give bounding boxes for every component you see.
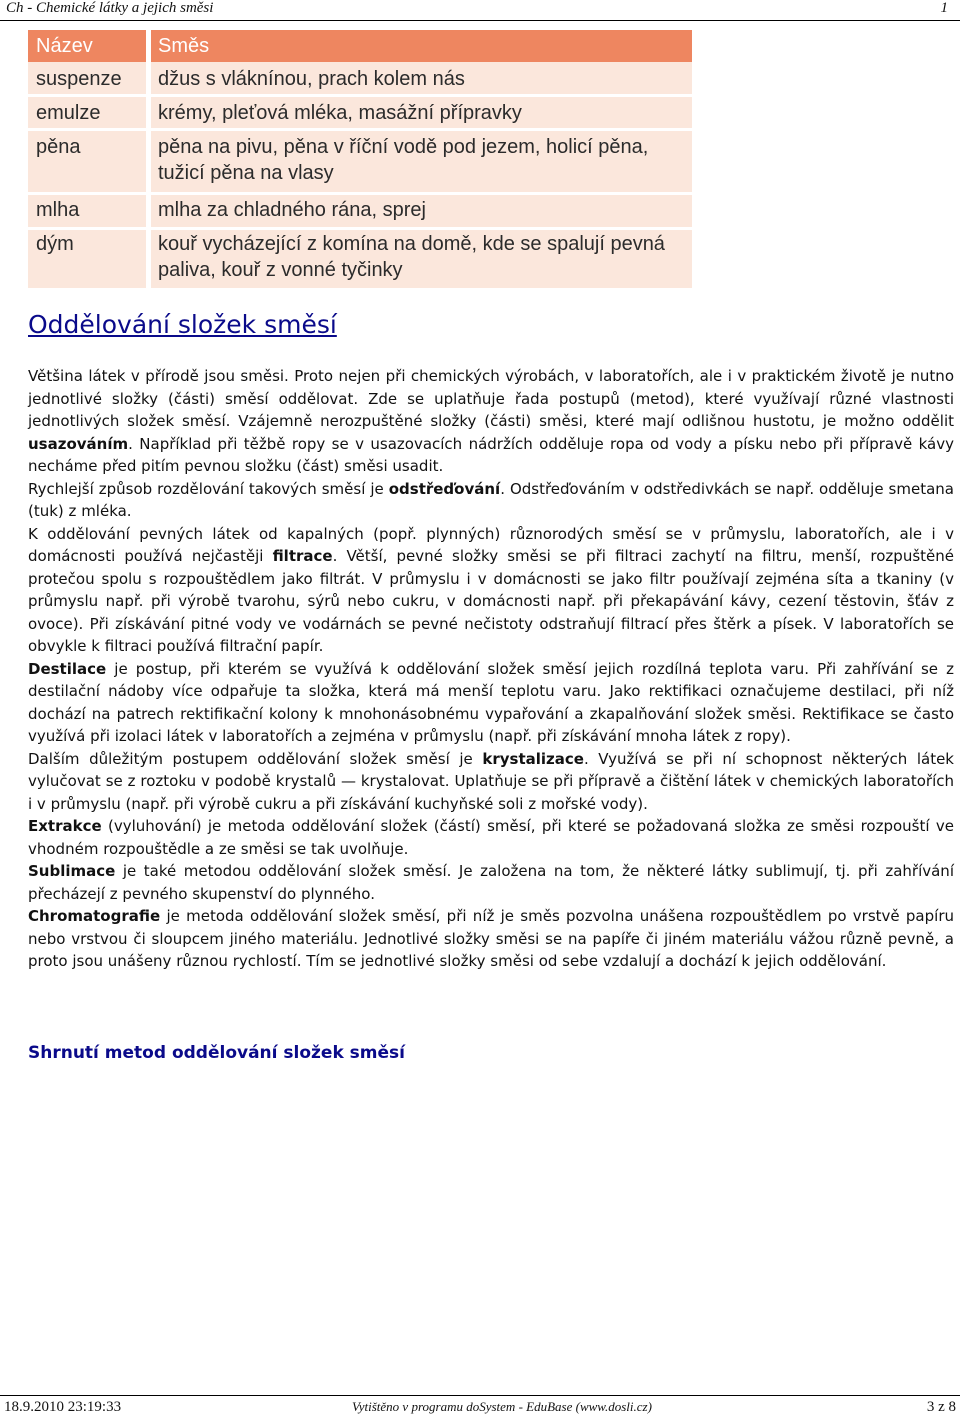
page-footer (0, 1395, 960, 1416)
paragraph-text: . Větší, pevné složky směsi se při filtraci zachytí na filtru, menší, rozpuštěné protečou spolu s rozpouštědlem jako filtrát. V průmyslu i v domácnosti se jako filtr používají zejména síta a tkaniny (v průmyslu např. při výrobě tvarohu, sýrů nebo cukru, v domácnosti např. při překapávání kávy, cezení těstovin, šťáv z ovoce). Při získávání pitné vody ve vodárnách se pevné nečistoty odstraňují filtrací přes štěrk a písek. V laboratořích se obvykle k filtraci používá filtrační papír. (28, 547, 954, 655)
paragraph-text: Většina látek v přírodě jsou směsi. Proto nejen při chemických výrobách, v laboratořích, ale i v praktickém životě je nutno jednotlivé složky (části) směsí oddělovat. Zde se uplatňuje řada postupů (metod), které využívají různé vlastnosti jednotlivých složek směsí. Vzájemně nerozpuštěné složky (části) směsi, které mají odlišnou hustotu, je možno oddělit (28, 367, 954, 430)
article-body (28, 365, 954, 973)
term-highlight: Extrakce (28, 817, 102, 835)
page-counter: 3 z 8 (926, 1399, 956, 1415)
row-divider (28, 227, 692, 230)
table-cell-mix: krémy, pleťová mléka, masážní přípravky (158, 102, 522, 124)
summary-heading: Shrnutí metod oddělování složek směsí (28, 1043, 405, 1063)
paragraph (28, 365, 954, 478)
paragraph-text: (vyluhování) je metoda oddělování složek (částí) směsí, při které se požadovaná složka ze směsi rozpouští ve vhodném rozpouštědle a ze směsi se tak uvolňuje. (28, 817, 954, 858)
paragraph (28, 658, 954, 748)
table-cell-mix: džus s vláknínou, prach kolem nás (158, 68, 465, 90)
table-cell-name: pěna (36, 136, 81, 158)
term-highlight: odstřeďování (388, 479, 501, 498)
row-divider (28, 128, 692, 131)
paragraph (28, 748, 954, 816)
paragraph-text: . Například při těžbě ropy se v usazovacích nádržích odděluje ropa od vody a písku nebo při přípravě kávy necháme před pitím pevnou složku (část) směsi usadit. (28, 434, 954, 475)
paragraph (28, 860, 954, 905)
term-highlight: Sublimace (28, 862, 116, 880)
paragraph-text: . Odstřeďováním v odstředivkách se např. odděluje smetana (tuk) z mléka. (28, 479, 954, 520)
paragraph-text: . Využívá se při ní schopnost některých látek vylučovat se z roztoku v podobě krystalů — krystalovat. Uplatňuje se při přípravě a čištění látek v chemických laboratořích i v průmyslu (např. při výrobě cukru a při získávání kuchyňské soli z mořské vody). (28, 749, 954, 813)
row-divider (28, 94, 692, 97)
table-cell-mix: pěna na pivu, pěna v říční vodě pod jezem, holicí pěna, tužicí pěna na vlasy (158, 136, 649, 184)
header-page-number: 1 (940, 0, 948, 16)
table-cell-mix: kouř vycházející z komína na domě, kde se spalují pevná paliva, kouř z vonné tyčinky (158, 233, 665, 281)
column-divider (146, 30, 151, 288)
term-highlight: filtrace (272, 547, 333, 565)
row-divider (28, 192, 692, 195)
table-cell-name: dým (36, 233, 74, 255)
page-header (0, 0, 960, 21)
paragraph (28, 478, 954, 523)
header-title: Ch - Chemické látky a jejich směsi (6, 0, 214, 16)
paragraph-text: je postup, při kterém se využívá k oddělování složek směsí jejich rozdílná teplota varu. Při zahřívání se z destilační nádoby více odpařuje ta složka, která má menší teplotu varu. Jako rektifikaci označujeme destilaci, při níž dochází na patrech rektifikační kolony k mnohonásobnému vypařování a zkapalňování složek směsi. Rektifikace se často využívá při izolaci látek v laboratořích a zejména v průmyslu (např. při získávání mnoha látek z ropy). (28, 659, 954, 745)
section-title: Oddělování složek směsí (28, 310, 337, 339)
paragraph-text: je metoda oddělování složek směsí, při níž je směs pozvolna unášena rozpouštědlem po vrstvě papíru nebo vrstvou či sloupcem jiného materiálu. Jednotlivé složky směsi se na papíře či jiném materiálu vážou různě pevně, a proto jsou unášeny různou rychlostí. Tím se jednotlivé složky směsi od sebe vzdalují a dochází k jejich oddělování. (28, 907, 954, 970)
print-datetime: 18.9.2010 23:19:33 (4, 1399, 122, 1415)
table-cell-name: mlha (36, 199, 80, 221)
table-cell-mix: mlha za chladného rána, sprej (158, 199, 426, 221)
term-highlight: usazováním (28, 434, 129, 453)
table-cell-name: suspenze (36, 68, 122, 90)
table-header-mix: Směs (158, 35, 210, 57)
paragraph-text: K oddělování pevných látek od kapalných (popř. plynných) různorodých směsí se v průmyslu, laboratořích, ale i v domácnosti používá nejčastěji (28, 524, 954, 565)
paragraph-text: Rychlejší způsob rozdělování takových směsí je (28, 479, 389, 498)
mixtures-table (28, 30, 692, 288)
term-highlight: krystalizace (482, 749, 584, 768)
term-highlight: Chromatografie (28, 907, 161, 925)
paragraph (28, 905, 954, 973)
paragraph (28, 523, 954, 658)
term-highlight: Destilace (28, 659, 107, 678)
table-cell-name: emulze (36, 102, 101, 124)
printed-by: Vytištěno v programu doSystem - EduBase (www.dosli.cz) (352, 1399, 652, 1414)
table-header-name: Název (36, 35, 93, 57)
paragraph-text: je také metodou oddělování složek směsí. Je založena na tom, že některé látky sublimují, tj. při zahřívání přecházejí z pevného skupenství do plynného. (28, 862, 954, 903)
paragraph-text: Dalším důležitým postupem oddělování složek směsí je (28, 749, 483, 768)
paragraph (28, 815, 954, 860)
